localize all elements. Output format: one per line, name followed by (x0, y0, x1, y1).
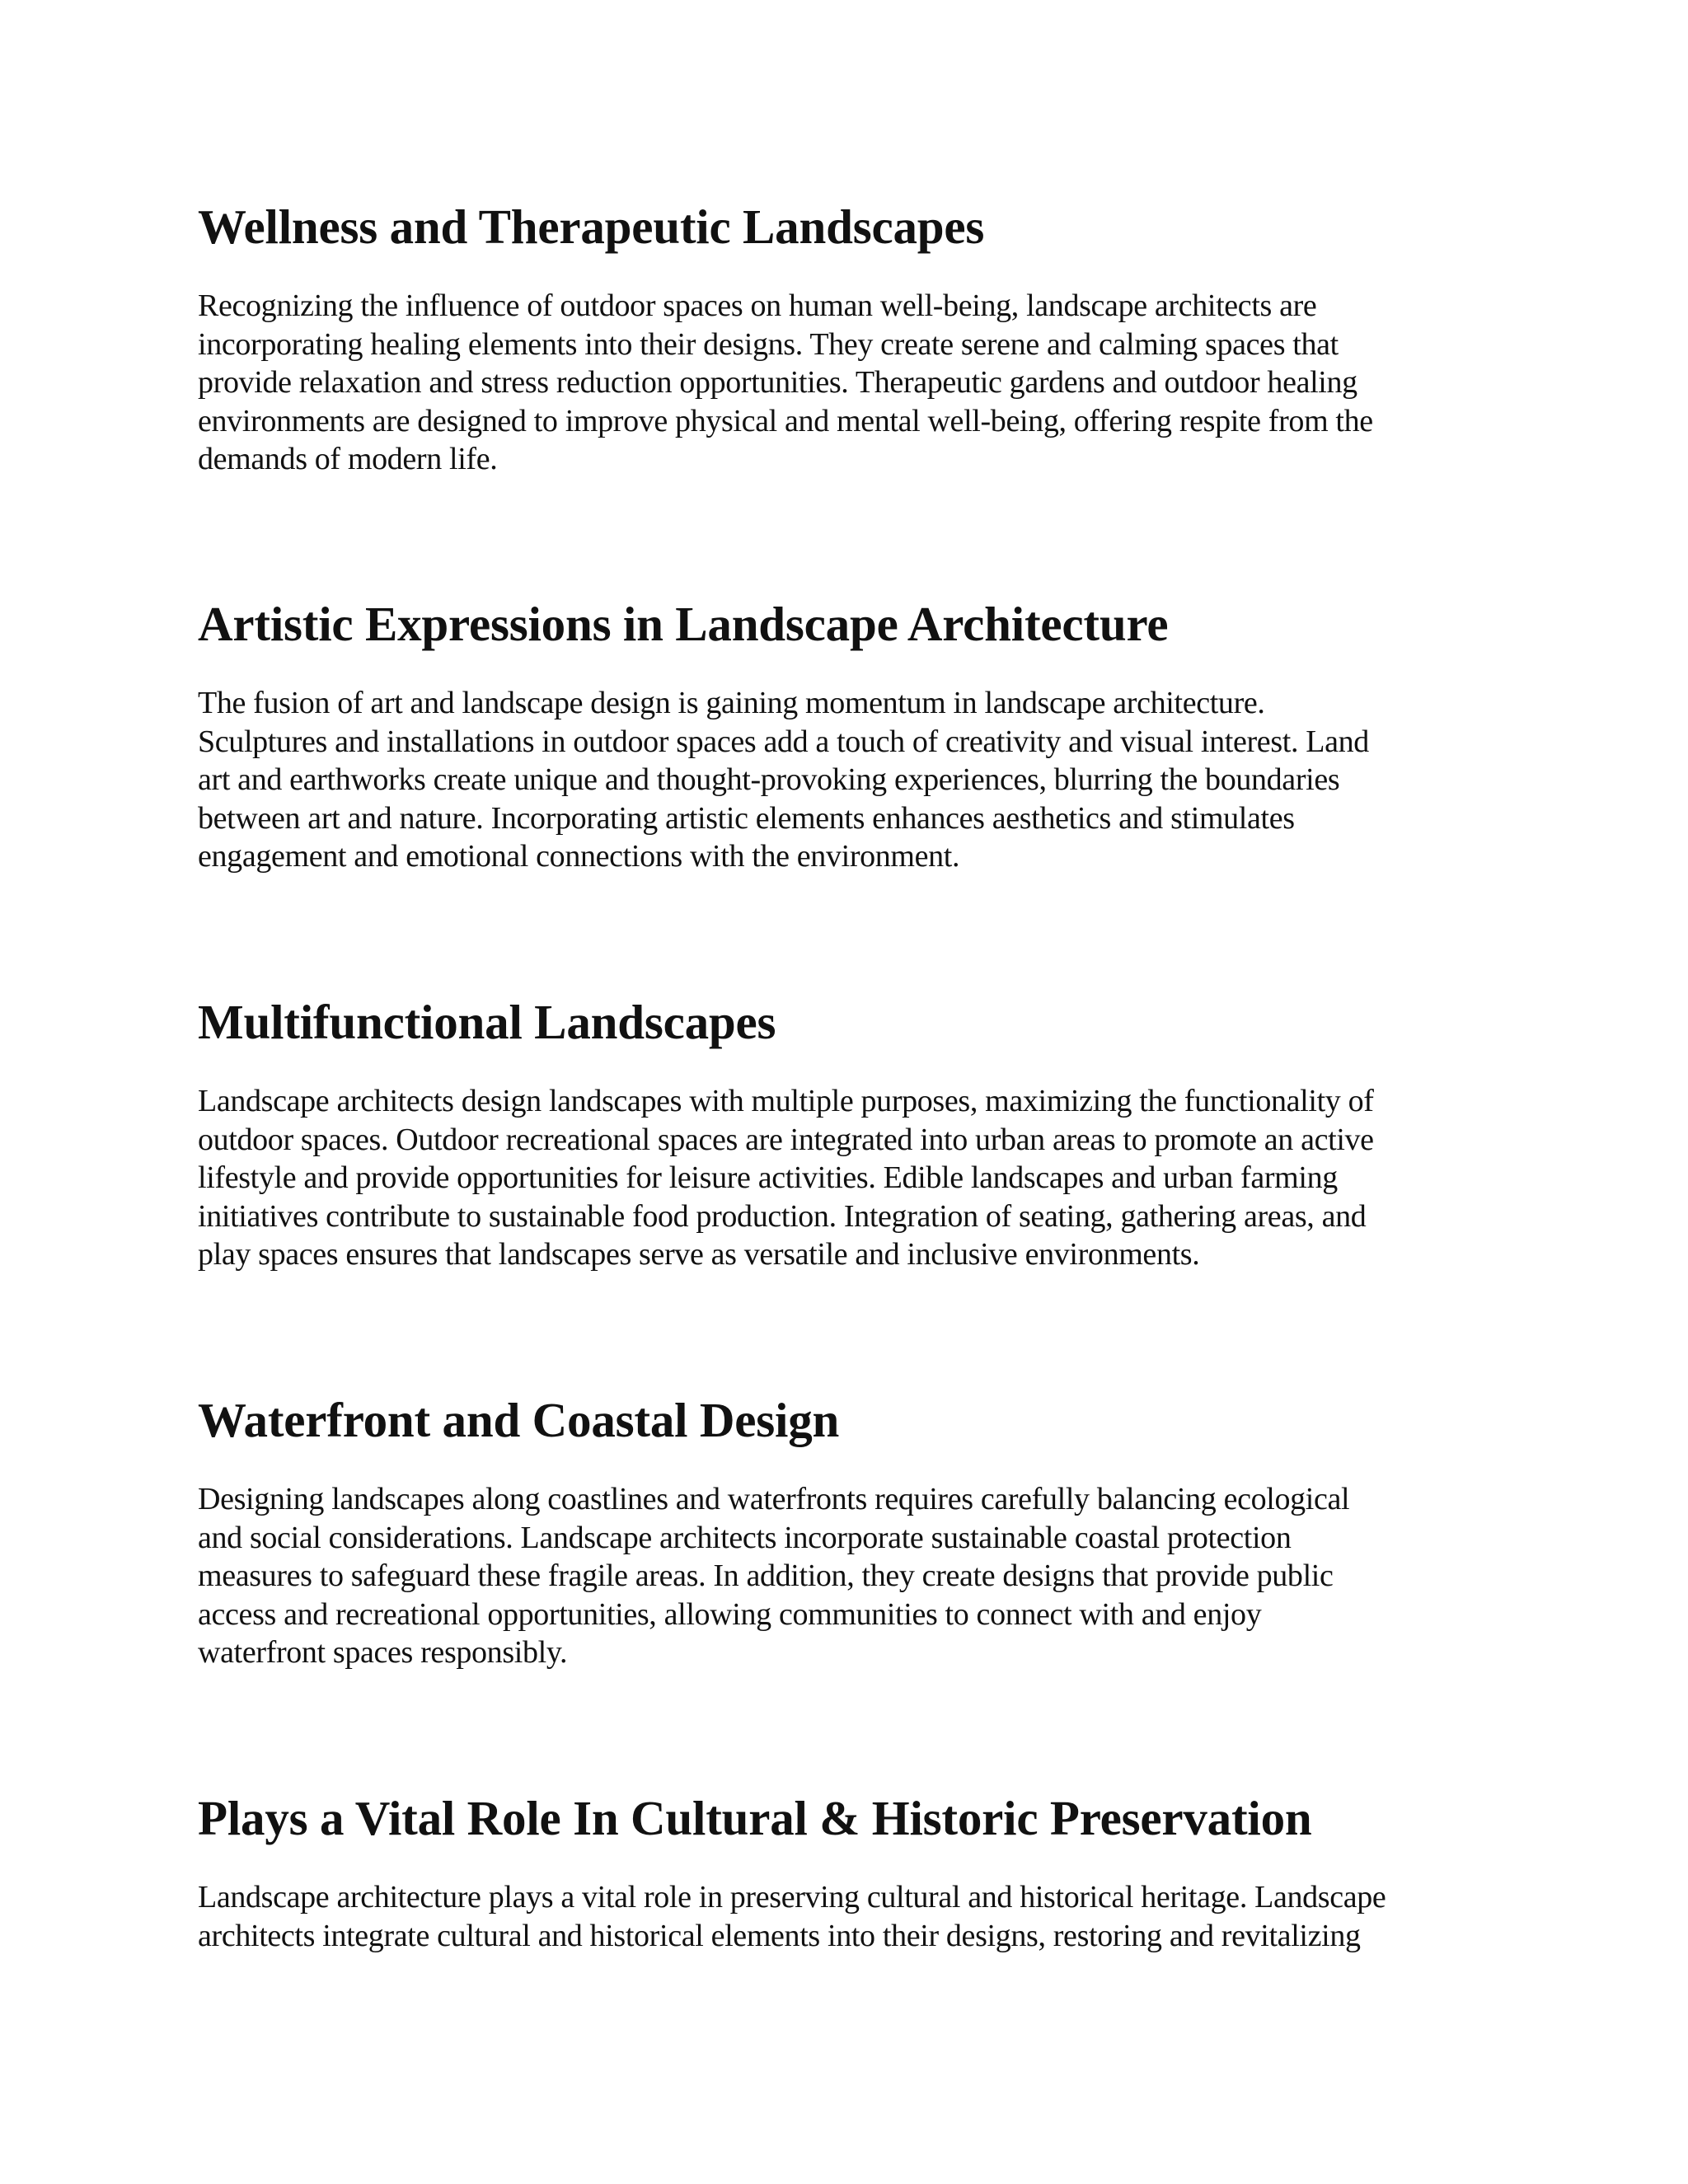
section-wellness (198, 198, 1517, 479)
section-paragraph (198, 1082, 1517, 1274)
paragraph-line: provide relaxation and stress reduction opportunities. Therapeutic gardens and outdoor healing (198, 365, 1357, 400)
section-paragraph (198, 1480, 1517, 1672)
paragraph-line: waterfront spaces responsibly. (198, 1635, 568, 1670)
section-heading: Plays a Vital Role In Cultural & Historic Preservation (198, 1791, 1312, 1845)
paragraph-line: access and recreational opportunities, allowing communities to connect with and enjoy (198, 1596, 1262, 1632)
paragraph-line: Designing landscapes along coastlines and waterfronts requires carefully balancing ecological (198, 1482, 1350, 1516)
section-paragraph (198, 684, 1517, 876)
paragraph-line: Landscape architecture plays a vital role in preserving cultural and historical heritage. Landscape (198, 1880, 1386, 1915)
paragraph-line: between art and nature. Incorporating artistic elements enhances aesthetics and stimulates (198, 800, 1295, 836)
section-waterfront (198, 1391, 1517, 1672)
paragraph-line: art and earthworks create unique and thought-provoking experiences, blurring the boundaries (198, 762, 1340, 797)
paragraph-line: demands of modern life. (198, 442, 498, 476)
section-heading: Artistic Expressions in Landscape Architecture (198, 597, 1169, 651)
paragraph-line: Landscape architects design landscapes with multiple purposes, maximizing the functionality of (198, 1084, 1374, 1118)
paragraph-line: engagement and emotional connections with the environment. (198, 839, 960, 874)
paragraph-line: Recognizing the influence of outdoor spaces on human well-being, landscape architects are (198, 288, 1317, 323)
section-paragraph (198, 287, 1517, 479)
section-artistic-expressions (198, 595, 1517, 876)
paragraph-line: initiatives contribute to sustainable food production. Integration of seating, gathering areas, and (198, 1198, 1367, 1234)
section-cultural-preservation (198, 1789, 1517, 1955)
paragraph-line: lifestyle and provide opportunities for leisure activities. Edible landscapes and urban farming (198, 1160, 1338, 1195)
paragraph-line: play spaces ensures that landscapes serve as versatile and inclusive environments. (198, 1237, 1200, 1272)
section-heading: Multifunctional Landscapes (198, 995, 776, 1049)
paragraph-line: architects integrate cultural and historical elements into their designs, restoring and revitalizing (198, 1918, 1361, 1953)
section-multifunctional (198, 993, 1517, 1274)
paragraph-line: Sculptures and installations in outdoor spaces add a touch of creativity and visual interest. Land (198, 724, 1369, 759)
paragraph-line: and social considerations. Landscape architects incorporate sustainable coastal protection (198, 1520, 1292, 1555)
section-paragraph (198, 1878, 1517, 1955)
paragraph-line: The fusion of art and landscape design is gaining momentum in landscape architecture. (198, 686, 1265, 720)
paragraph-line: measures to safeguard these fragile areas. In addition, they create designs that provide public (198, 1558, 1334, 1593)
paragraph-line: outdoor spaces. Outdoor recreational spaces are integrated into urban areas to promote an active (198, 1122, 1374, 1157)
section-heading: Waterfront and Coastal Design (198, 1393, 840, 1447)
section-heading: Wellness and Therapeutic Landscapes (198, 199, 985, 254)
paragraph-line: environments are designed to improve physical and mental well-being, offering respite from the (198, 403, 1373, 438)
paragraph-line: incorporating healing elements into their designs. They create serene and calming spaces that (198, 326, 1339, 362)
